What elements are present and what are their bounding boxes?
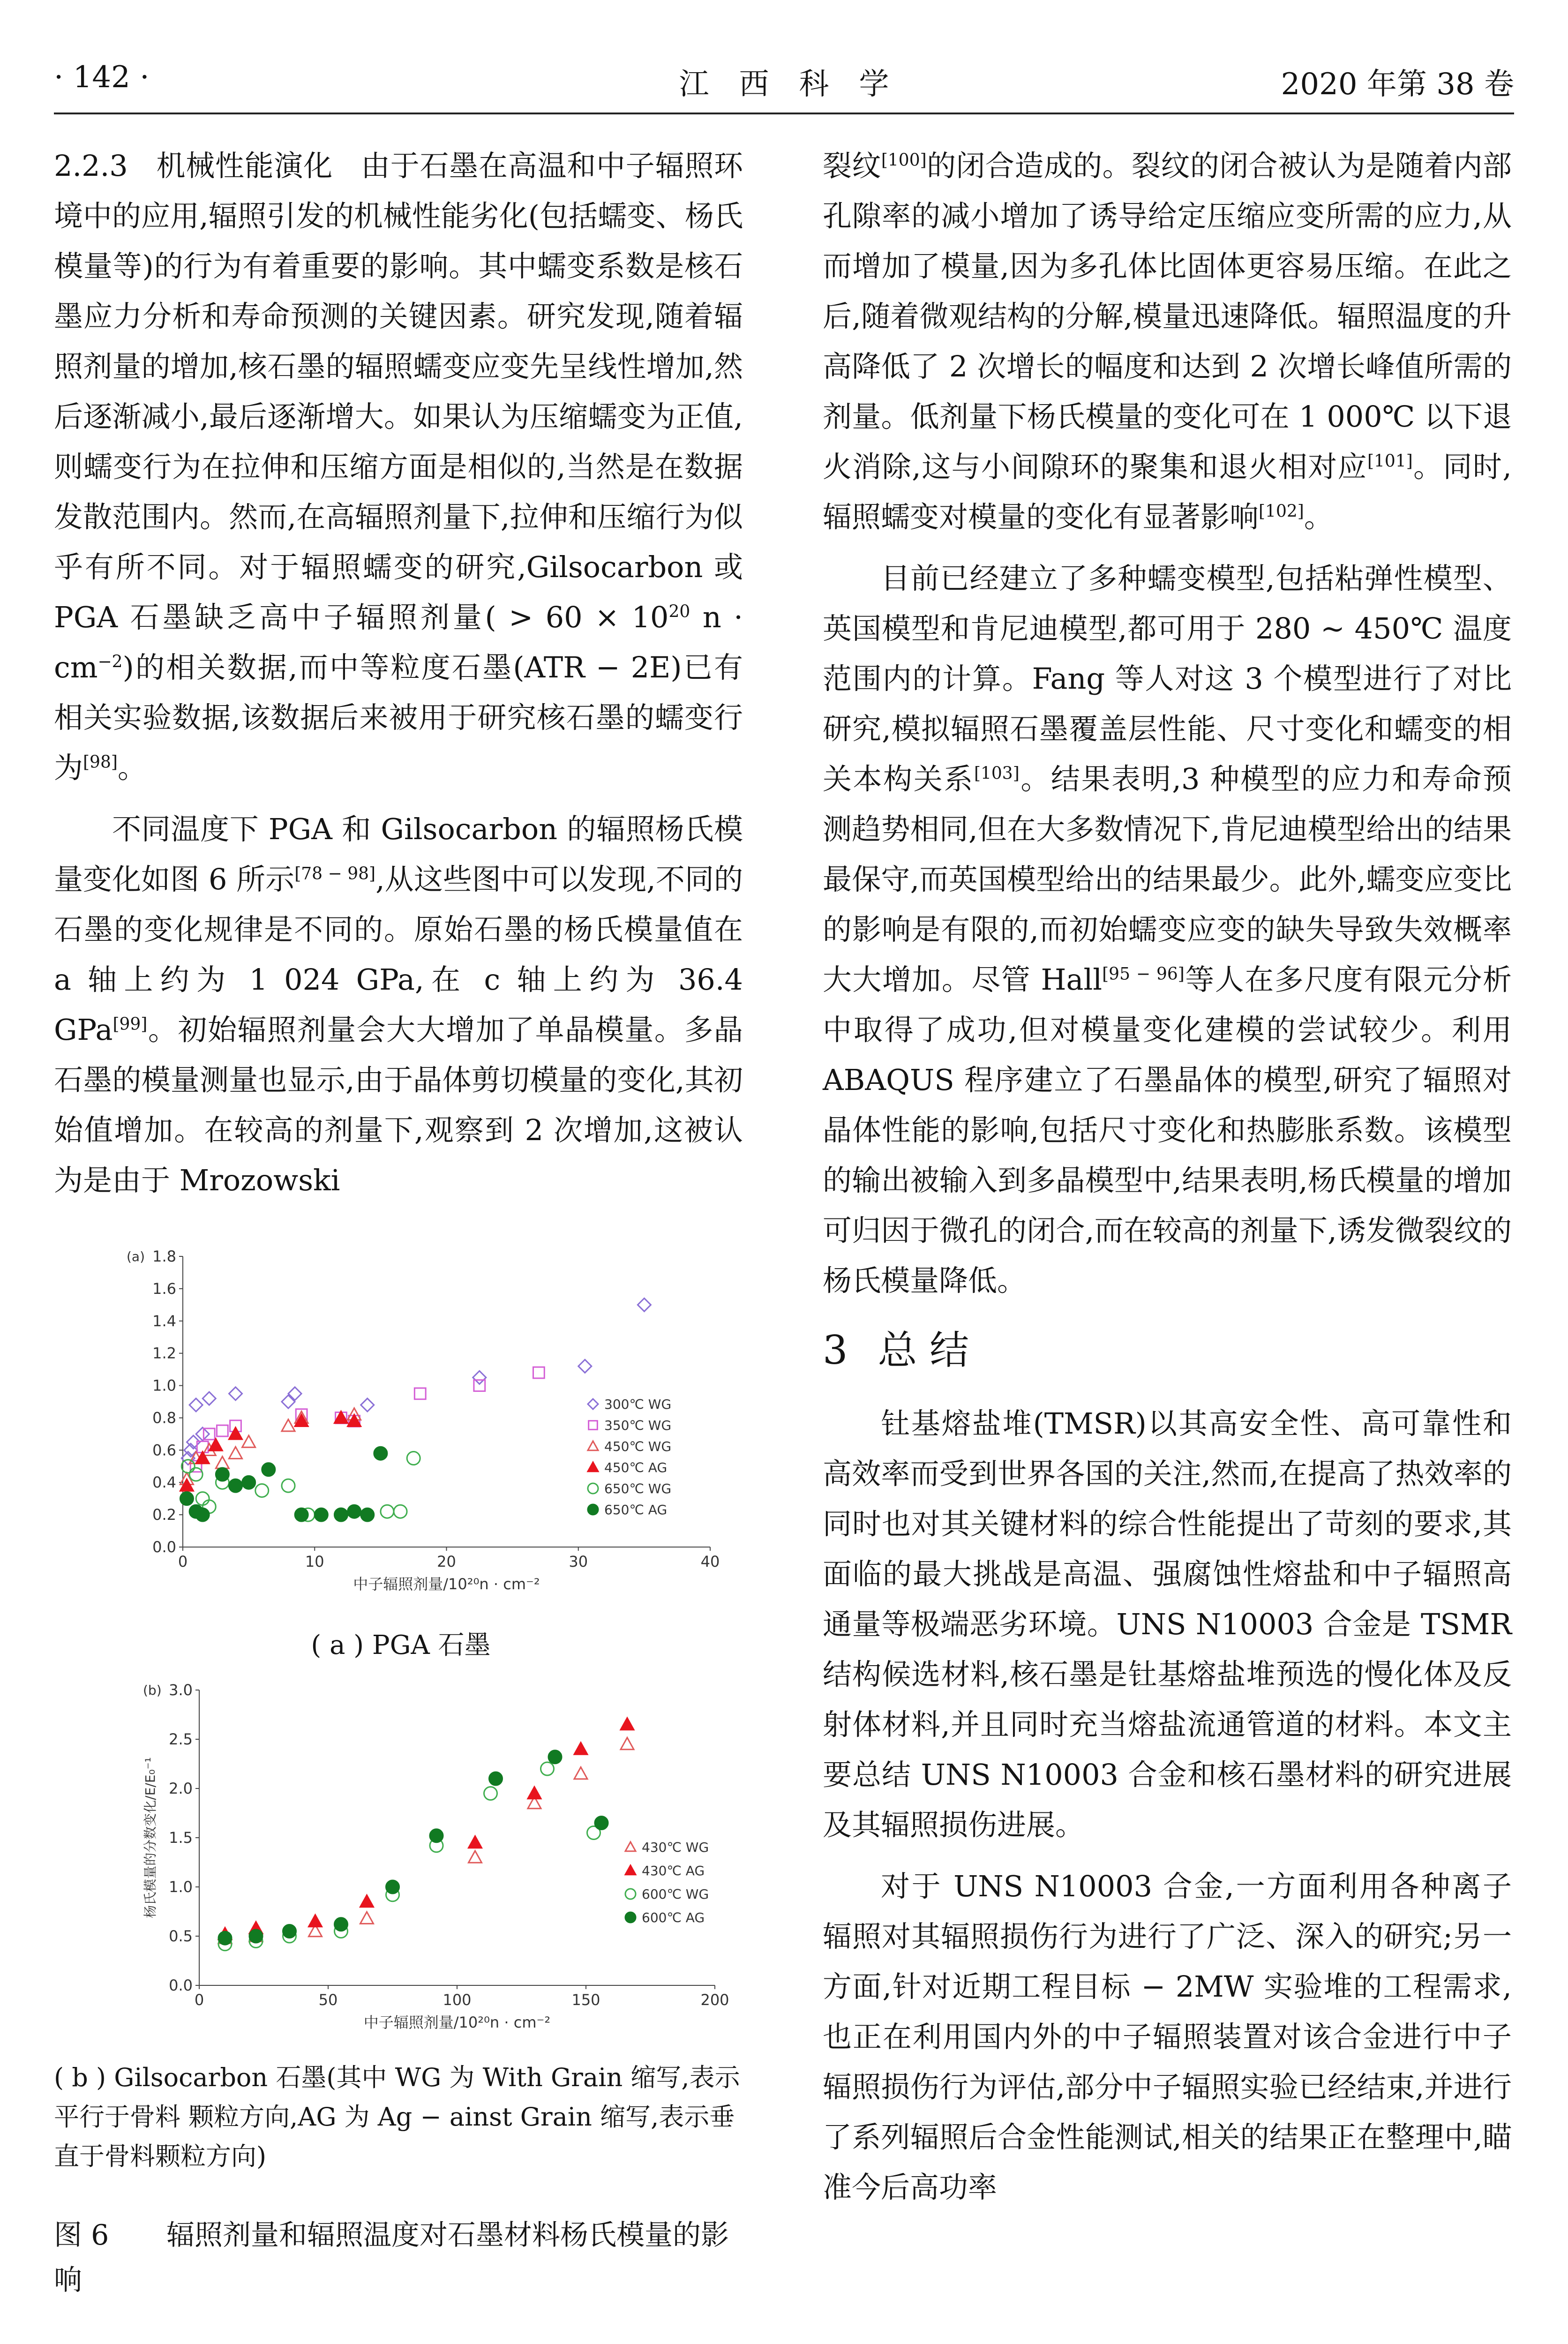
y-tick-label: 0.6 xyxy=(152,1441,176,1459)
right-p1-ref1: [100] xyxy=(881,150,927,170)
left-p1-ref: [98] xyxy=(83,752,118,772)
left-p1-text3: )的相关数据,而中等粒度石墨(ATR − 2E)已有相关实验数据,该数据后来被用于研究核石墨的蠕变行为 xyxy=(54,650,743,785)
y-tick-label: 1.4 xyxy=(152,1312,176,1330)
section-title: 总 结 xyxy=(878,1327,969,1373)
left-p1-end: 。 xyxy=(117,751,147,785)
x-tick-label: 50 xyxy=(318,1991,338,2009)
left-p2-text2: ,从这些图中可以发现,不同的石墨的变化规律是不同的。原始石墨的杨氏模量值在 a 轴上约为 1 024 GPa,在 c 轴上约为 36.4 GPa xyxy=(54,862,743,1047)
data-point xyxy=(196,1508,209,1521)
y-axis-label: 杨氏模量的分数变化/E/E₀⁻¹ xyxy=(143,1757,158,1918)
data-point xyxy=(374,1447,387,1460)
right-p2-text2: 。结果表明,3 种模型的应力和寿命预测趋势相同,但在大多数情况下,肯尼迪模型给出的结果最保守,而英国模型给出的结果最少。此外,蠕变应变比的影响是有限的,而初始蠕变应变的缺失导致失效概率大大增加。尽管 Hall xyxy=(823,762,1512,997)
figure-6a xyxy=(54,1238,748,1622)
x-tick-label: 200 xyxy=(700,1991,729,2009)
data-point xyxy=(469,1851,482,1863)
data-point xyxy=(335,1918,348,1931)
section-heading xyxy=(823,1315,1512,1385)
legend-marker xyxy=(625,1912,636,1923)
data-point xyxy=(262,1463,275,1476)
data-point xyxy=(574,1743,587,1754)
legend-entry: 600℃ AG xyxy=(642,1910,705,1925)
legend-marker xyxy=(588,1483,598,1494)
data-point xyxy=(295,1508,308,1521)
data-point xyxy=(282,1395,295,1408)
right-paragraph-3: 钍基熔盐堆(TMSR)以其高安全性、高可靠性和高效率而受到世界各国的关注,然而,在提高了热效率的同时也对其关键材料的综合性能提出了苛刻的要求,其面临的最大挑战是高温、强腐蚀性熔盐和中子辐照高通量等极端恶劣环境。UNS N10003 合金是 TSMR 结构候选材料,核石墨是钍基熔盐堆预选的慢化体及反射体材料,并且同时充当熔盐流通管道的材料。本文主要总结 UNS N10003 合金和核石墨材料的研究进展及其辐照损伤进展。 xyxy=(823,1406,1512,1842)
left-p1-sup2: −2 xyxy=(98,652,123,672)
figure-6b xyxy=(54,1678,748,2044)
legend-marker xyxy=(625,1889,636,1899)
left-p2-text3: 。初始辐照剂量会大大增加了单晶模量。多晶石墨的模量测量也显示,由于晶体剪切模量的变化,其初始值增加。在较高的剂量下,观察到 2 次增加,这被认为是由于 Mrozowski xyxy=(54,1013,743,1197)
legend-entry: 430℃ WG xyxy=(642,1840,709,1855)
data-point xyxy=(430,1829,443,1842)
data-point xyxy=(541,1762,554,1775)
data-point xyxy=(335,1411,348,1423)
data-point xyxy=(180,1492,193,1505)
left-p2-text: 不同温度下 PGA 和 Gilsocarbon 的辐照杨氏模量变化如图 6 所示 xyxy=(54,812,743,896)
legend-entry: 600℃ WG xyxy=(642,1886,709,1902)
series-0 xyxy=(218,1738,634,1944)
data-point xyxy=(288,1387,301,1400)
data-point xyxy=(578,1360,592,1373)
data-point xyxy=(621,1738,634,1750)
x-axis-label: 中子辐照剂量/10²⁰n · cm⁻² xyxy=(363,2013,551,2031)
x-tick-label: 100 xyxy=(443,1991,472,2009)
right-p1-text2: 的闭合造成的。裂纹的闭合被认为是随着内部孔隙率的减小增加了诱导给定压缩应变所需的应力,从而增加了模量,因为多孔体比固体更容易压缩。在此之后,随着微观结构的分解,模量迅速降低。辐照温度的升高降低了 2 次增长的幅度和达到 2 次增长峰值所需的剂量。低剂量下杨氏模量的变化可在 1 000℃ 以下退火消除,这与小间隙环的聚集和退火相对应 xyxy=(823,149,1512,484)
data-point xyxy=(196,1427,209,1441)
data-point xyxy=(203,1392,216,1405)
y-tick-label: 2.0 xyxy=(169,1780,193,1797)
data-point xyxy=(414,1388,426,1399)
data-point xyxy=(309,1915,322,1927)
section-number: 3 xyxy=(823,1327,848,1373)
data-point xyxy=(361,1508,374,1521)
data-point xyxy=(282,1420,295,1431)
left-p2-ref2: [99] xyxy=(113,1014,148,1034)
right-p2-text3: 等人在多尺度有限元分析中取得了成功,但对模量变化建模的尝试较少。利用 ABAQUS 程序建立了石墨晶体的模型,研究了辐照对晶体性能的影响,包括尺寸变化和热膨胀系数。该模型的输出被输入到多晶模型中,结果表明,杨氏模量的增加可归因于微孔的闭合,而在较高的剂量下,诱发微裂纹的杨氏模量降低。 xyxy=(823,962,1512,1298)
legend-marker xyxy=(588,1441,598,1450)
y-tick-label: 1.0 xyxy=(169,1878,193,1896)
data-point xyxy=(348,1505,361,1518)
data-point xyxy=(489,1772,503,1785)
right-paragraph-1 xyxy=(823,141,1512,542)
y-tick-label: 0.0 xyxy=(169,1976,193,1994)
x-tick-label: 0 xyxy=(194,1991,204,2009)
legend-marker xyxy=(588,1462,598,1472)
data-point xyxy=(548,1750,562,1764)
data-point xyxy=(484,1787,497,1800)
y-tick-label: 1.8 xyxy=(152,1247,176,1265)
series-3 xyxy=(218,1750,608,1945)
subsection-number: 2.2.3 xyxy=(54,149,128,183)
right-p1-text: 裂纹 xyxy=(823,149,881,183)
journal-name: 江 西 科 学 xyxy=(679,67,889,102)
y-tick-label: 0.2 xyxy=(152,1506,176,1524)
data-point xyxy=(255,1484,269,1497)
figure-6-label: 图 6 xyxy=(54,2219,109,2252)
data-point xyxy=(189,1398,203,1412)
data-point xyxy=(361,1398,374,1412)
data-point xyxy=(218,1931,232,1945)
data-point xyxy=(381,1505,394,1518)
y-tick-label: 0.0 xyxy=(152,1538,176,1556)
data-point xyxy=(229,1427,242,1439)
legend-marker xyxy=(625,1842,636,1851)
data-point xyxy=(335,1508,348,1521)
data-point xyxy=(242,1476,255,1489)
x-tick-label: 30 xyxy=(569,1553,588,1570)
data-point xyxy=(229,1479,242,1492)
series-3 xyxy=(180,1411,360,1491)
figure-6-title: 辐照剂量和辐照温度对石墨材料杨氏模量的影响 xyxy=(54,2219,729,2297)
data-point xyxy=(574,1767,587,1779)
left-column xyxy=(54,141,743,1205)
data-point xyxy=(360,1912,374,1923)
legend-entry: 300℃ WG xyxy=(604,1397,672,1412)
left-p1-sup1: 20 xyxy=(668,602,690,622)
x-tick-label: 20 xyxy=(437,1553,456,1570)
legend-marker xyxy=(625,1865,636,1875)
legend-marker xyxy=(589,1421,598,1430)
data-point xyxy=(638,1298,651,1311)
data-point xyxy=(217,1425,228,1436)
y-tick-label: 1.0 xyxy=(152,1376,176,1395)
y-tick-label: 1.5 xyxy=(169,1829,193,1847)
data-point xyxy=(528,1787,541,1799)
data-point xyxy=(473,1371,486,1384)
series-5 xyxy=(180,1447,387,1521)
data-point xyxy=(229,1387,242,1400)
x-axis-label: 中子辐照剂量/10²⁰n · cm⁻² xyxy=(353,1575,540,1593)
data-point xyxy=(469,1836,482,1848)
data-point xyxy=(242,1435,255,1447)
x-tick-label: 0 xyxy=(178,1553,188,1570)
y-tick-label: 1.6 xyxy=(152,1279,176,1298)
left-p2-ref1: [78 − 98] xyxy=(294,864,376,884)
series-2 xyxy=(218,1762,600,1951)
x-tick-label: 10 xyxy=(305,1553,324,1570)
figure-6a-caption: ( a ) PGA 石墨 xyxy=(311,1630,491,1660)
data-point xyxy=(229,1447,242,1458)
left-paragraph-1 xyxy=(54,141,743,793)
volume-label: 2020 年第 38 卷 xyxy=(1281,67,1514,102)
page-number: · 142 · xyxy=(54,60,150,95)
legend-marker xyxy=(588,1399,598,1409)
right-p2-text: 目前已经建立了多种蠕变模型,包括粘弹性模型、英国模型和肯尼迪模型,都可用于 280 ~ 450℃ 温度范围内的计算。Fang 等人对这 3 个模型进行了对比研究,模拟辐照石墨覆盖层性能、尺寸变化和蠕变的相关本构关系 xyxy=(823,561,1512,796)
legend-entry: 650℃ AG xyxy=(604,1502,668,1518)
right-p1-text3: 。同时,辐照蠕变对模量的变化有显著影响 xyxy=(823,450,1512,534)
figure-6-caption xyxy=(54,2213,748,2303)
data-point xyxy=(360,1895,374,1907)
y-tick-label: 2.5 xyxy=(169,1730,193,1748)
right-paragraph-2 xyxy=(823,553,1512,1306)
y-tick-label: 0.8 xyxy=(152,1409,176,1427)
data-point xyxy=(621,1718,634,1730)
data-point xyxy=(249,1930,263,1943)
data-point xyxy=(595,1817,608,1830)
data-point xyxy=(282,1479,295,1492)
panel-label: (a) xyxy=(127,1249,145,1264)
data-point xyxy=(196,1452,209,1464)
left-p1-text2: n · cm xyxy=(54,600,743,684)
data-point xyxy=(196,1492,209,1505)
data-point xyxy=(533,1367,544,1378)
left-p1-text: 由于石墨在高温和中子辐照环境中的应用,辐照引发的机械性能劣化(包括蠕变、杨氏模量等)的行为有着重要的影响。其中蠕变系数是核石墨应力分析和寿命预测的关键因素。研究发现,随着辐照剂量的增加,核石墨的辐照蠕变应变先呈线性增加,然后逐渐减小,最后逐渐增大。如果认为压缩蠕变为正值,则蠕变行为在拉伸和压缩方面是相似的,当然是在数据发散范围内。然而,在高辐照剂量下,拉伸和压缩行为似乎有所不同。对于辐照蠕变的研究,Gilsocarbon 或 PGA 石墨缺乏高中子辐照剂量( > 60 × 10 xyxy=(54,149,743,634)
x-tick-label: 40 xyxy=(700,1553,720,1570)
y-tick-label: 3.0 xyxy=(169,1681,193,1699)
chart-a xyxy=(54,1238,748,1622)
data-point xyxy=(407,1452,420,1465)
right-column xyxy=(823,141,1512,2212)
legend-entry: 350℃ WG xyxy=(604,1418,672,1433)
data-point xyxy=(209,1439,222,1450)
right-p2-ref2: [95 − 96] xyxy=(1102,964,1185,984)
data-point xyxy=(181,1460,195,1473)
right-p1-end: 。 xyxy=(1304,500,1333,534)
figure-6b-caption: ( b ) Gilsocarbon 石墨(其中 WG 为 With Grain 缩写,表示平行于骨料 颗粒方向,AG 为 Ag − ainst Grain 缩写,表示垂直于骨料颗粒方向) xyxy=(54,2063,740,2171)
data-point xyxy=(386,1880,399,1893)
legend-marker xyxy=(588,1504,598,1515)
legend-entry: 450℃ AG xyxy=(604,1460,668,1475)
right-paragraph-4: 对于 UNS N10003 合金,一方面利用各种离子辐照对其辐照损伤行为进行了广泛、深入的研究;另一方面,针对近期工程目标 − 2MW 实验堆的工程需求,也正在利用国内外的中子辐照装置对该合金进行中子辐照损伤行为评估,部分中子辐照实验已经结束,并进行了系列辐照后合金性能测试,相关的结果正在整理中,瞄准今后高功率 xyxy=(823,1869,1512,2204)
series-1 xyxy=(218,1718,634,1940)
data-point xyxy=(394,1505,407,1518)
data-point xyxy=(216,1468,229,1481)
y-tick-label: 0.5 xyxy=(169,1927,193,1945)
right-p1-ref3: [102] xyxy=(1259,502,1304,521)
data-point xyxy=(315,1508,328,1521)
series-1 xyxy=(190,1367,544,1472)
data-point xyxy=(283,1925,296,1938)
legend-entry: 650℃ WG xyxy=(604,1481,672,1496)
y-tick-label: 0.4 xyxy=(152,1473,176,1492)
y-tick-label: 1.2 xyxy=(152,1344,176,1362)
legend-entry: 450℃ WG xyxy=(604,1439,672,1454)
data-point xyxy=(189,1468,203,1481)
data-point xyxy=(216,1457,229,1468)
x-tick-label: 150 xyxy=(571,1991,600,2009)
left-paragraph-2 xyxy=(54,804,743,1205)
data-point xyxy=(474,1380,485,1391)
chart-b xyxy=(54,1678,748,2044)
right-p2-ref1: [103] xyxy=(974,764,1020,783)
header-rule xyxy=(54,113,1514,114)
panel-label: (b) xyxy=(143,1683,162,1698)
subsection-title: 机械性能演化 xyxy=(156,149,333,183)
right-p1-ref2: [101] xyxy=(1367,451,1413,471)
legend-entry: 430℃ AG xyxy=(642,1863,705,1878)
